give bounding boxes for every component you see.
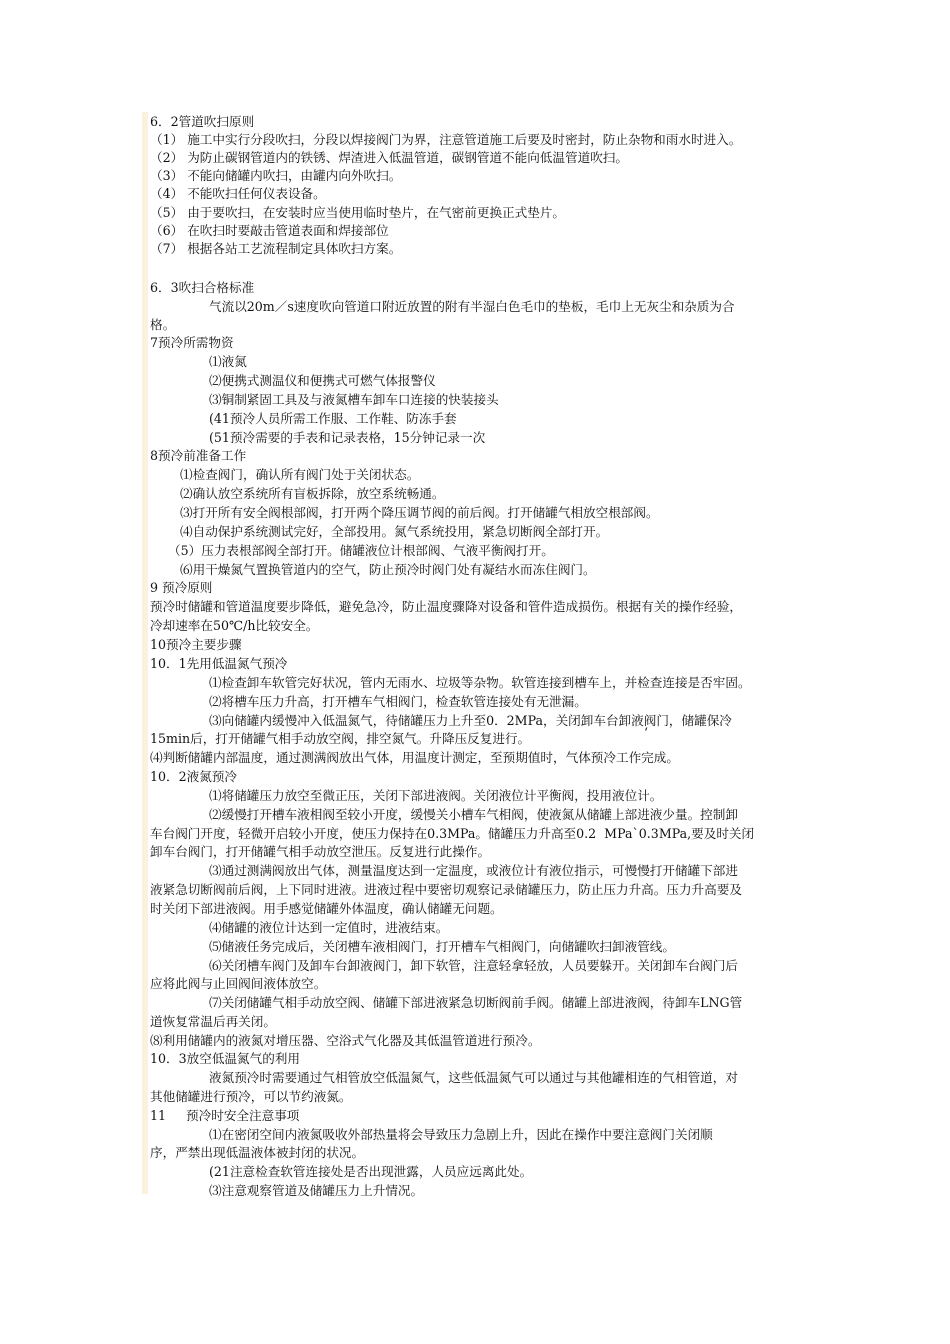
text-line: 液紧急切断阀前后阀，上下同时进液。进液过程中要密切观察记录储罐压力，防止压力升高。压力升高要及 <box>150 882 742 897</box>
section-heading: 6．2管道吹扫原则 <box>150 114 255 129</box>
text-line: 序，严禁出现低温液体被封闭的状况。 <box>150 1145 365 1160</box>
list-item: ⑴检查卸车软管完好状况，管内无雨水、垃圾等杂物。软管连接到槽车上，并检查连接是否牢固。 <box>209 675 751 690</box>
list-item: (41预冷人员所需工作服、工作鞋、防冻手套 <box>209 411 457 426</box>
list-item: ⑹用干燥氮气置换管道内的空气，防止预冷时阀门处有凝结水而冻住阀门。 <box>180 562 596 577</box>
text-line: （1） 施工中实行分段吹扫，分段以焊接阀门为界，注意管道施工后要及时密封，防止杂物和雨水时进入。 <box>150 132 742 147</box>
list-item: ⑵便携式测温仪和便携式可燃气体报警仪 <box>209 373 436 388</box>
text-line: 应将此阀与止回阀间液体放空。 <box>150 976 327 991</box>
subsection-heading: 10．1先用低温氮气预冷 <box>150 656 288 671</box>
text-line: （2） 为防止碳钢管道内的铁锈、焊渣进入低温管道，碳钢管道不能向低温管道吹扫。 <box>150 150 628 165</box>
list-item: ⑶通过测满阀放出气体，测量温度达到一定温度，或液位计有液位指示，可慢慢打开储罐下部进 <box>209 863 738 878</box>
list-item: ⑶打开所有安全阀根部阀，打开两个降压调节阀的前后阀。打开储罐气相放空根部阀。 <box>180 505 659 520</box>
list-item: ⑶铜制紧固工具及与液氮槽车卸车口连接的快装接头 <box>209 392 499 407</box>
text-line: 道恢复常温后再关闭。 <box>150 1014 276 1029</box>
text-line: 冷却速率在50℃/h比较安全。 <box>150 618 319 633</box>
text-line: （6） 在吹扫时要敲击管道表面和焊接部位 <box>150 223 389 238</box>
list-item: ⑷储罐的液位计达到一定值时，进液结束。 <box>209 920 449 935</box>
list-item: ⑵确认放空系统所有盲板拆除，放空系统畅通。 <box>180 486 445 501</box>
text-line: （5） 由于要吹扫，在安装时应当使用临时垫片，在气密前更换正式垫片。 <box>150 205 566 220</box>
subsection-heading: 10．3放空低温氮气的利用 <box>150 1051 300 1066</box>
text-line: （4） 不能吹扫任何仪表设备。 <box>150 186 326 201</box>
list-item: ⑸储液任务完成后，关闭槽车液相阀门，打开槽车气相阀门，向储罐吹扫卸液管线。 <box>209 939 675 954</box>
list-item: (21注意检查软管连接处是否出现泄露，人员应远离此处。 <box>209 1164 533 1179</box>
list-item: ⑴在密闭空间内液氮吸收外部热量将会导致压力急剧上升，因此在操作中要注意阀门关闭顺 <box>209 1127 713 1142</box>
stray-mark: ‘ <box>644 725 649 740</box>
list-item: ⑹关闭槽车阀门及卸车台卸液阀门，卸下软管，注意轻拿轻放，人员要躲开。关闭卸车台阀门后 <box>209 958 738 973</box>
text-line: 预冷时储罐和管道温度要步降低，避免急冷，防止温度骤降对设备和管件造成损伤。根据有关的操作经验， <box>150 599 742 614</box>
text-line: 车台阀门开度，轻微开启较小开度，使压力保持在0.3MPa。储罐压力升高至0.2 MPa`0.3MPa,要及时关闭 <box>150 826 755 841</box>
text-line: 气流以20m／s速度吹向管道口附近放置的附有半湿白色毛巾的垫板，毛巾上无灰尘和杂质为合 <box>209 299 735 314</box>
text-line: 其他储罐进行预冷，可以节约液氮。 <box>150 1089 352 1104</box>
section-heading: 7预冷所需物资 <box>150 335 234 350</box>
subsection-heading: 10．2液氮预冷 <box>150 769 238 784</box>
list-item: ⑵将槽车压力升高，打开槽车气相阀门，检查软管连接处有无泄漏。 <box>209 694 587 709</box>
list-item: ⑻利用储罐内的液氮对增压器、空浴式气化器及其低温管道进行预冷。 <box>150 1033 541 1048</box>
section-heading: 8预冷前准备工作 <box>150 448 247 463</box>
text-line: （7） 根据各站工艺流程制定具体吹扫方案。 <box>150 241 402 256</box>
text-line: 格。 <box>150 317 176 332</box>
section-heading: 9 预冷原则 <box>150 580 213 595</box>
list-item: ⑴检查阀门，确认所有阀门处于关闭状态。 <box>180 467 420 482</box>
text-line: 液氮预冷时需要通过气相管放空低温氮气，这些低温氮气可以通过与其他罐相连的气相管道，对 <box>209 1070 738 1085</box>
list-item: ⑷判断储罐内部温度，通过测满阀放出气体，用温度计测定，至预期值时，气体预冷工作完成。 <box>150 750 679 765</box>
section-heading: 10预冷主要步骤 <box>150 637 242 652</box>
list-item: ⑷自动保护系统测试完好，全部投用。氮气系统投用，紧急切断阀全部打开。 <box>180 524 609 539</box>
text-line: 时关闭下部进液阀。用手感觉储罐外体温度，确认储罐无问题。 <box>150 901 503 916</box>
list-item: （5）压力表根部阀全部打开。储罐液位计根部阀、气液平衡阀打开。 <box>168 543 554 558</box>
section-heading: 11 预冷时安全注意事项 <box>150 1108 300 1123</box>
text-line: 15min后，打开储罐气相手动放空阀，排空氮气。升降压反复进行。 <box>150 731 531 746</box>
text-line: 卸车台阀门，打开储罐气相手动放空泄压。反复进行此操作。 <box>150 844 491 859</box>
section-heading: 6．3吹扫合格标准 <box>150 280 255 295</box>
list-item: ⑴液氮 <box>209 354 247 369</box>
list-item: ⑺关闭储罐气相手动放空阀、储罐下部进液紧急切断阀前手阀。储罐上部进液阀，待卸车LNG管 <box>209 995 743 1010</box>
list-item: (51预冷需要的手表和记录表格，15分钟记录一次 <box>209 430 486 445</box>
list-item: ⑶注意观察管道及储罐压力上升情况。 <box>209 1183 424 1198</box>
text-line: （3） 不能向储罐内吹扫，由罐内向外吹扫。 <box>150 168 402 183</box>
list-item: ⑶向储罐内缓慢冲入低温氮气，待储罐压力上升至0．2MPa，关闭卸车台卸液阀门，储罐保冷 <box>209 713 732 728</box>
list-item: ⑴将储罐压力放空至微正压，关闭下部进液阀。关闭液位计平衡阀，投用液位计。 <box>209 788 663 803</box>
list-item: ⑵缓慢打开槽车液相阀至较小开度，缓慢关小槽车气相阀，使液氮从储罐上部进液少量。控制卸 <box>209 807 738 822</box>
left-margin-highlight <box>142 112 148 1194</box>
